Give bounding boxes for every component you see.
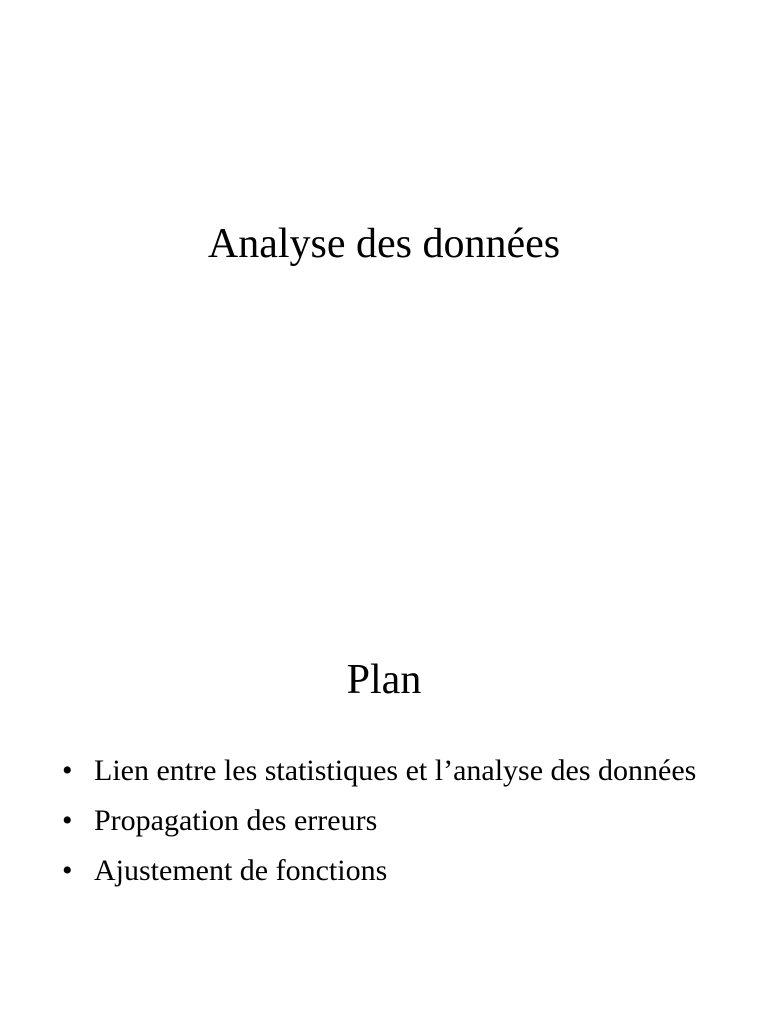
bullet-item [62, 802, 702, 840]
bullet-icon: • [62, 804, 73, 837]
slide-plan [0, 512, 768, 1024]
slide-title: Analyse des données [207, 221, 561, 267]
bullet-text: Propagation des erreurs [94, 804, 378, 837]
bullet-item [62, 852, 702, 890]
bullet-list [62, 752, 702, 902]
bullet-icon: • [62, 854, 73, 887]
bullet-text: Ajustement de fonctions [94, 854, 388, 887]
bullet-text: Lien entre les statistiques et l’analyse des données [94, 754, 697, 787]
bullet-icon: • [62, 754, 73, 787]
plan-heading: Plan [346, 657, 422, 703]
bullet-item [62, 752, 702, 790]
